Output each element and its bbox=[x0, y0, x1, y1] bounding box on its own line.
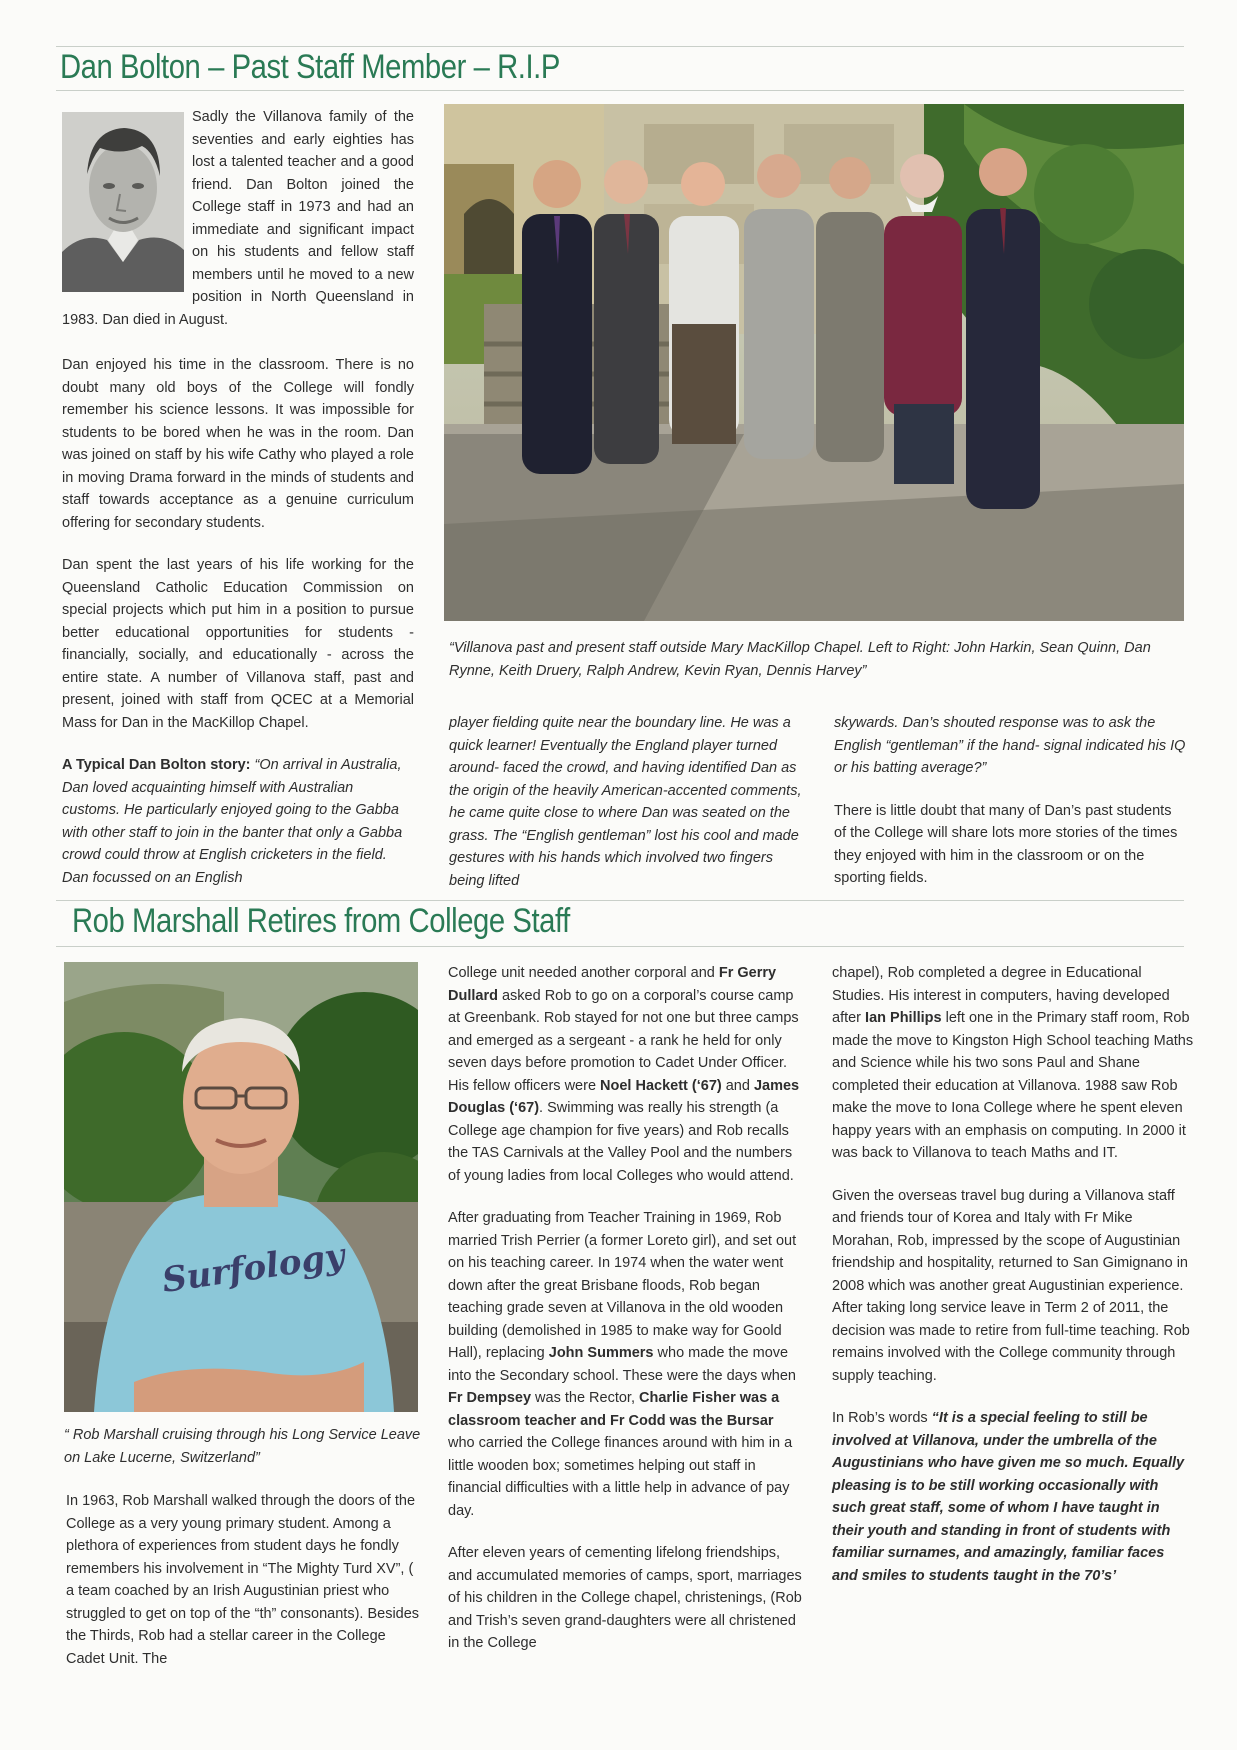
text-span: In Rob’s words bbox=[832, 1410, 932, 1426]
section1-para2: Dan enjoyed his time in the classroom. There is no doubt many old boys of the College will fondly remember his science lessons. It was impossible for students to be bored when he was in the room. Dan was joined on staff by his wife Cathy who played a role in moving Drama forward in the minds of students and staff towards acceptance as a genuine curriculum offering for secondary students. bbox=[62, 357, 414, 531]
text-span: was the Rector, bbox=[531, 1390, 640, 1406]
text-span: asked Rob to go on a corporal’s course camp at Greenbank. Rob stayed for not one but three camps and emerged as a sergeant - a rank he held for only seven days before promotion to Cadet Under Officer. His fellow officers were bbox=[448, 987, 799, 1094]
portrait-float bbox=[62, 106, 192, 294]
text-span: . Swimming was really his strength (a College age champion for five years) and Rob recalls the TAS Carnivals at the Valley Pool and the numbers of young ladies from local Colleges who would attend. bbox=[448, 1100, 794, 1184]
name-fr-dempsey: Fr Dempsey bbox=[448, 1390, 532, 1406]
dan-story-part3 bbox=[834, 712, 1186, 910]
top-rule bbox=[56, 46, 1184, 47]
rob-col2-para2 bbox=[448, 1207, 804, 1522]
staff-group-photo bbox=[444, 104, 1184, 621]
text-span: who made the move into the Secondary school. These were the days when bbox=[448, 1345, 796, 1384]
section1-heading-rule bbox=[56, 90, 1184, 91]
section1-intro-text: Sadly the Villanova family of the seventies and early eighties has lost a talented teacher and a good friend. Dan Bolton joined the College staff in 1973 and had an immediate and significant impact on his students and fellow staff members until he moved to a new position in North Queensland in 1983. Dan died in August. bbox=[62, 109, 414, 328]
rob-photo-caption: “ Rob Marshall cruising through his Long Service Leave on Lake Lucerne, Switzerland” bbox=[64, 1427, 421, 1466]
dan-story-part1 bbox=[62, 754, 414, 889]
rob-col2-para3: After eleven years of cementing lifelong friendships, and accumulated memories of camps, sport, marriages of his children in the College chapel, christenings, (Rob and Trish’s seven grand-daughters were all christened in the College bbox=[448, 1545, 802, 1651]
dan-story-part2 bbox=[449, 712, 811, 892]
section2-heading-rule bbox=[56, 946, 1184, 947]
shirt-print: Surfology bbox=[159, 1235, 348, 1301]
section2-top-rule bbox=[56, 900, 1184, 901]
rob-quote: “It is a special feeling to still be involved at Villanova, under the umbrella of the Augustinians who have given me so much. Equally pleasing is to be still working occasionally with such great staff, some of whom I have taught in their youth and standing in front of students with familiar surnames, and amazingly, familiar faces and smiles to students taught in the 70’s’ bbox=[832, 1410, 1185, 1584]
text-span: After graduating from Teacher Training in 1969, Rob married Trish Perrier (a former Loreto girl), and set out on his teaching career. In 1974 when the water went down after the great Brisbane floods, Rob began teaching grade seven at Villanova in the old wooden building (demolished in 1985 to make way for Goold Hall), replacing bbox=[448, 1210, 797, 1361]
story-text-b: player fielding quite near the boundary line. He was a quick learner! Eventually the England player turned around- faced the crowd, and having identified Dan as the origin of the heavily American-accented comments, he came quite close to where Dan was seated on the grass. The “English gentleman” lost his cool and made gestures with his hands which involved two fingers being lifted bbox=[449, 715, 802, 889]
name-fr-gerry-dullard: Fr Gerry Dullard bbox=[448, 965, 777, 1004]
rob-col3-para1 bbox=[832, 962, 1194, 1165]
name-fisher-codd: Charlie Fisher was a classroom teacher and Fr Codd was the Bursar bbox=[448, 1390, 780, 1429]
rob-col1: In 1963, Rob Marshall walked through the doors of the College as a very young primary student. Among a plethora of experiences from student days he fondly remembers his involvement in “The Mighty Turd XV”, ( a team coached by an Irish Augustinian priest who struggled to get on top of the “th” consonants). Besides the Thirds, Rob had a stellar career in the College Cadet Unit. The bbox=[66, 1493, 420, 1667]
text-span: chapel), Rob completed a degree in Educational Studies. His interest in computers, having developed after bbox=[832, 965, 1170, 1026]
section1-heading: Dan Bolton – Past Staff Member – R.I.P bbox=[60, 48, 560, 86]
rob-col3-para3 bbox=[832, 1407, 1194, 1587]
section1-para3: Dan spent the last years of his life working for the Queensland Catholic Education Commission on special projects which put him in a position to pursue better educational opportunities for students - financially, socially, and educationally - across the entire state. A number of Villanova staff, past and present, joined with staff from QCEC at a Memorial Mass for Dan in the MacKillop Chapel. bbox=[62, 557, 414, 731]
text-span: left one in the Primary staff room, Rob made the move to Kingston High School teaching Maths and Science while his two sons Paul and Shane completed their education at Villanova. 1988 saw Rob make the move to Iona College where he spent eleven happy years with an emphasis on computing. In 2000 it was back to Villanova to teach Maths and IT. bbox=[832, 1010, 1194, 1161]
rob-col3 bbox=[832, 962, 1194, 1607]
rob-col3-para2: Given the overseas travel bug during a Villanova staff and friends tour of Korea and Italy with Fr Mike Morahan, Rob, impressed by the scope of Augustinian friendship and hospitality, returned to San Gimignano in 2008 which was another great Augustinian experience. After taking long service leave in Term 2 of 2011, the decision was made to retire from full-time teaching. Rob remains involved with the College community through supply teaching. bbox=[832, 1187, 1190, 1384]
rob-col2 bbox=[448, 962, 804, 1675]
name-noel-hackett: Noel Hackett (‘67) bbox=[600, 1077, 722, 1094]
text-span: who carried the College finances around with him in a little wooden box; sometimes helping out staff in financial difficulties with a little help in advance of pay day. bbox=[448, 1435, 793, 1519]
name-john-summers: John Summers bbox=[548, 1345, 654, 1361]
section2-heading: Rob Marshall Retires from College Staff bbox=[72, 902, 570, 940]
name-james-douglas: James Douglas (‘67) bbox=[448, 1077, 800, 1116]
story-label: A Typical Dan Bolton story: bbox=[62, 757, 251, 773]
text-span: College unit needed another corporal and bbox=[448, 965, 719, 981]
rob-col2-para1 bbox=[448, 962, 804, 1187]
group-photo-caption: “Villanova past and present staff outside Mary MacKillop Chapel. Left to Right: John Harkin, Sean Quinn, Dan Rynne, Keith Druery, Ralph Andrew, Kevin Ryan, Dennis Harvey” bbox=[449, 640, 1151, 679]
section1-intro bbox=[62, 106, 414, 331]
text-span: and bbox=[721, 1077, 754, 1094]
name-ian-phillips: Ian Phillips bbox=[865, 1010, 942, 1026]
rob-marshall-photo bbox=[64, 962, 418, 1412]
story-text-c: skywards. Dan’s shouted response was to ask the English “gentleman” if the hand- signal indicated his IQ or his batting average?” bbox=[834, 715, 1186, 776]
story-text-a: “On arrival in Australia, Dan loved acquainting himself with Australian customs. He particularly enjoyed going to the Gabba with other staff to join in the banter that only a Gabba crowd could throw at English cricketers in the field. Dan focussed on an English bbox=[62, 757, 403, 886]
section1-closing: There is little doubt that many of Dan’s past students of the College will share lots more stories of the times they enjoyed with him in the classroom or on the sporting fields. bbox=[834, 802, 1178, 886]
